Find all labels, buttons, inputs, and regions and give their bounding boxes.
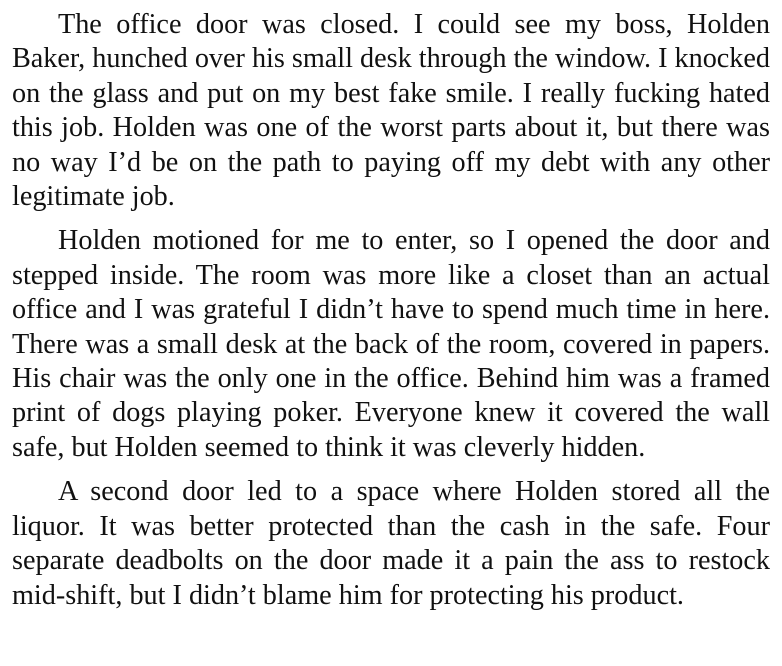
paragraph-3: A second door led to a space where Holden stored all the liquor. It was better protected than the cash in the safe. Four separate deadbolts on the door made it a pain the ass to restock mid-shift, but I didn’t blame him for protecting his product. [12,476,770,611]
paragraph-1: The office door was closed. I could see my boss, Holden Baker, hunched over his small desk through the window. I knocked on the glass and put on my best fake smile. I really fucking hated this job. Holden was one of the worst parts about it, but there was no way I’d be on the path to paying off my debt with any other legitimate job. [12,9,770,213]
paragraph-2: Holden motioned for me to enter, so I opened the door and stepped inside. The room was more like a closet than an actual office and I was grateful I didn’t have to spend much time in here. There was a small desk at the back of the room, covered in papers. His chair was the only one in the office. Behind him was a framed print of dogs playing poker. Everyone knew it covered the wall safe, but Holden seemed to think it was cleverly hidden. [12,225,770,463]
document-page [12,8,770,613]
